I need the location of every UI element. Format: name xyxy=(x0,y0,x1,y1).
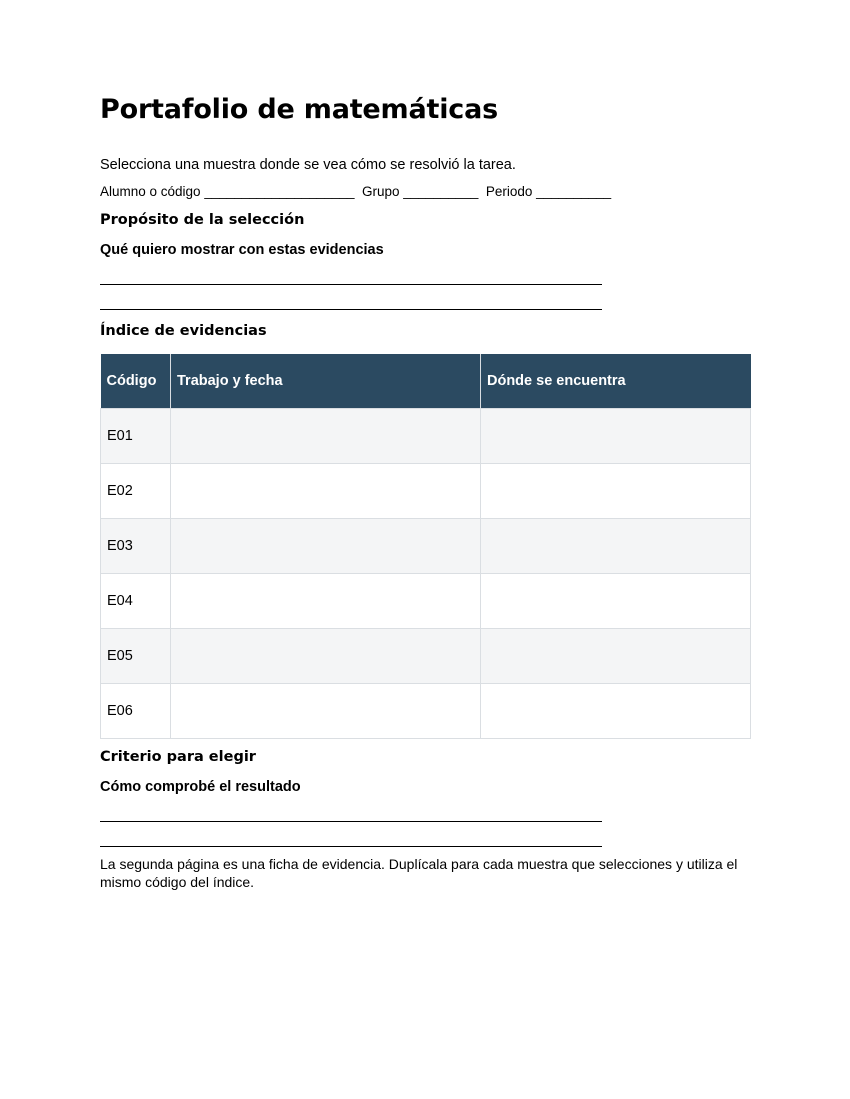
row-code: E01 xyxy=(101,409,171,464)
table-row xyxy=(101,684,751,739)
criteria-answer-line-2[interactable] xyxy=(100,846,602,847)
column-header-work: Trabajo y fecha xyxy=(171,354,481,409)
row-code: E03 xyxy=(101,519,171,574)
row-location-cell[interactable] xyxy=(481,684,751,739)
row-work-cell[interactable] xyxy=(171,409,481,464)
row-code: E06 xyxy=(101,684,171,739)
row-location-cell[interactable] xyxy=(481,409,751,464)
row-code: E05 xyxy=(101,629,171,684)
intro-text: Selecciona una muestra donde se vea cómo se resolvió la tarea. xyxy=(100,157,516,173)
row-work-cell[interactable] xyxy=(171,519,481,574)
row-location-cell[interactable] xyxy=(481,519,751,574)
table-row xyxy=(101,464,751,519)
row-work-cell[interactable] xyxy=(171,464,481,519)
table-header-row xyxy=(101,354,751,409)
criteria-answer-line-1[interactable] xyxy=(100,821,602,822)
row-location-cell[interactable] xyxy=(481,464,751,519)
row-work-cell[interactable] xyxy=(171,684,481,739)
criteria-prompt: Cómo comprobé el resultado xyxy=(100,779,301,795)
row-work-cell[interactable] xyxy=(171,629,481,684)
column-header-location: Dónde se encuentra xyxy=(481,354,751,409)
row-code: E04 xyxy=(101,574,171,629)
purpose-answer-line-1[interactable] xyxy=(100,284,602,285)
row-location-cell[interactable] xyxy=(481,574,751,629)
table-row xyxy=(101,409,751,464)
page-title: Portafolio de matemáticas xyxy=(100,94,498,125)
purpose-prompt: Qué quiero mostrar con estas evidencias xyxy=(100,242,384,258)
row-location-cell[interactable] xyxy=(481,629,751,684)
row-code: E02 xyxy=(101,464,171,519)
table-row xyxy=(101,519,751,574)
criteria-heading: Criterio para elegir xyxy=(100,749,256,765)
row-work-cell[interactable] xyxy=(171,574,481,629)
table-row xyxy=(101,629,751,684)
evidence-index-table xyxy=(100,354,751,739)
table-row xyxy=(101,574,751,629)
student-fields[interactable]: Alumno o código ____________________ Grupo __________ Periodo __________ xyxy=(100,184,612,199)
index-heading: Índice de evidencias xyxy=(100,323,267,339)
purpose-heading: Propósito de la selección xyxy=(100,212,305,228)
footnote-text: La segunda página es una ficha de evidencia. Duplícala para cada muestra que selecciones y utiliza el mismo código del índice. xyxy=(100,856,738,890)
purpose-answer-line-2[interactable] xyxy=(100,309,602,310)
column-header-code: Código xyxy=(101,354,171,409)
